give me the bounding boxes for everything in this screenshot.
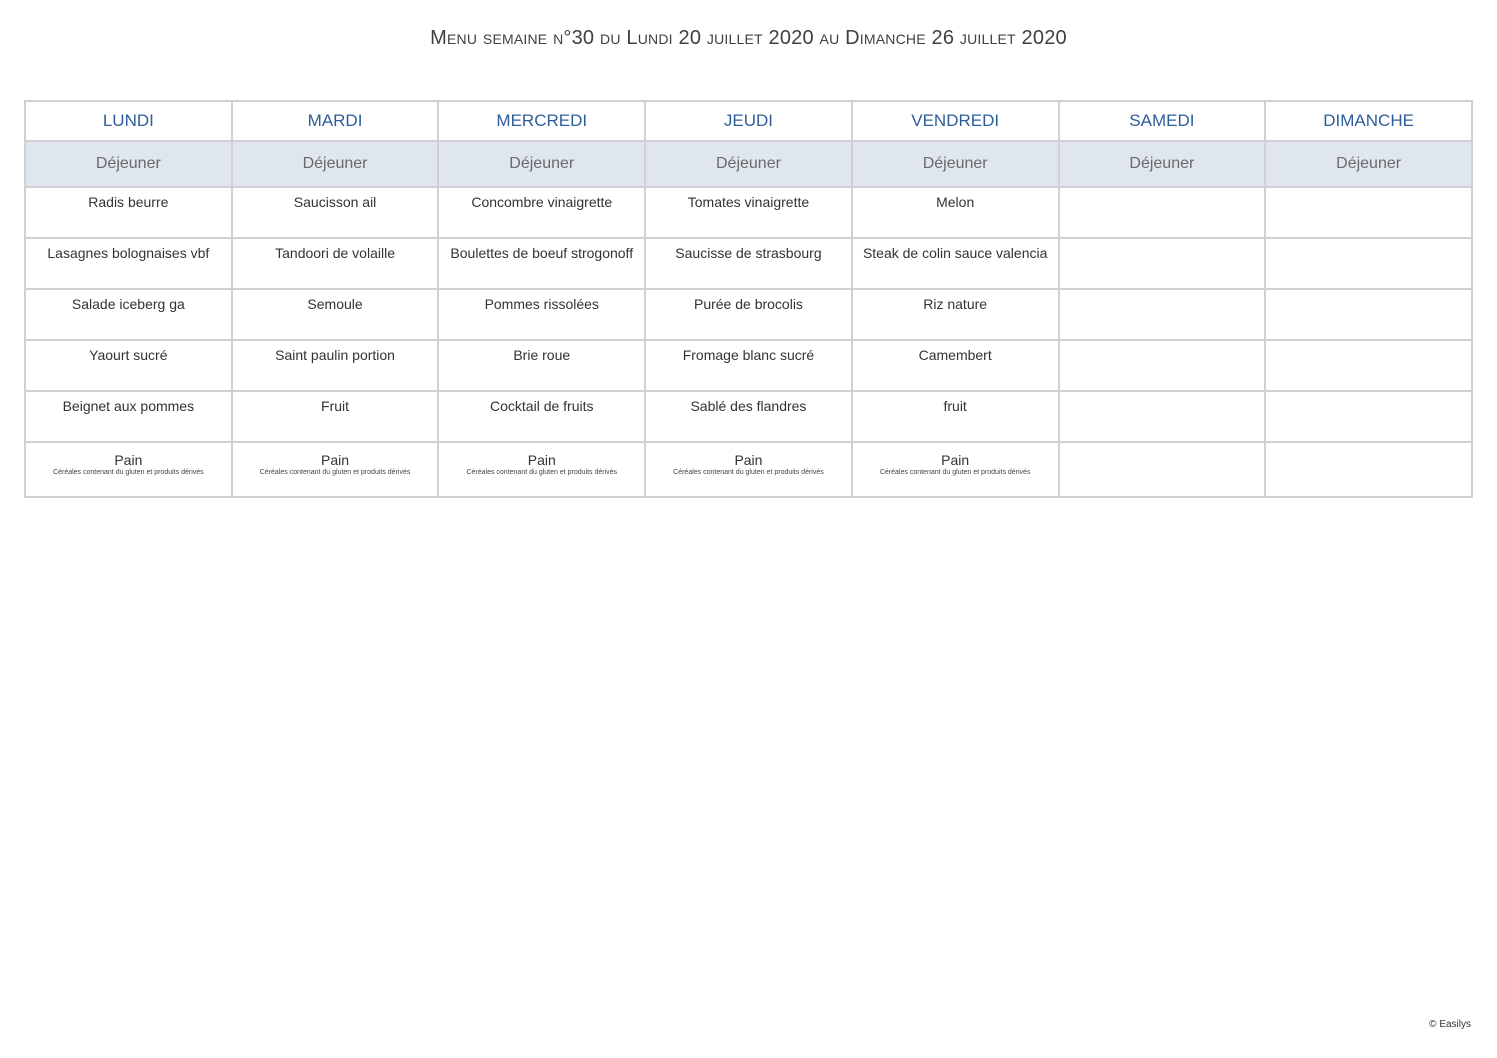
- meal-label-row: [25, 141, 1472, 187]
- dish-cell: Saucisson ail: [232, 187, 439, 238]
- bread-cell: [438, 442, 645, 497]
- meal-label: Déjeuner: [1265, 141, 1472, 187]
- meal-label: Déjeuner: [1059, 141, 1266, 187]
- meal-label: Déjeuner: [852, 141, 1059, 187]
- dish-cell: Cocktail de fruits: [438, 391, 645, 442]
- dish-cell: Fromage blanc sucré: [645, 340, 852, 391]
- dish-cell: Purée de brocolis: [645, 289, 852, 340]
- day-header-samedi: SAMEDI: [1059, 101, 1266, 141]
- dairy-row: [25, 340, 1472, 391]
- day-header-mercredi: MERCREDI: [438, 101, 645, 141]
- bread-row: [25, 442, 1472, 497]
- bread-cell: [25, 442, 232, 497]
- main-dish-row: [25, 238, 1472, 289]
- dish-cell: [1265, 391, 1472, 442]
- dish-cell: Sablé des flandres: [645, 391, 852, 442]
- day-header-dimanche: DIMANCHE: [1265, 101, 1472, 141]
- dessert-row: [25, 391, 1472, 442]
- dish-cell: Pommes rissolées: [438, 289, 645, 340]
- dish-cell: Tomates vinaigrette: [645, 187, 852, 238]
- allergen-note: Céréales contenant du gluten et produits dérivés: [259, 469, 411, 476]
- meal-label: Déjeuner: [25, 141, 232, 187]
- weekly-menu-table: [24, 100, 1473, 498]
- side-dish-row: [25, 289, 1472, 340]
- bread-cell-empty: [1059, 442, 1266, 497]
- dish-cell: [1059, 391, 1266, 442]
- allergen-note: Céréales contenant du gluten et produits dérivés: [673, 469, 824, 476]
- meal-label: Déjeuner: [438, 141, 645, 187]
- allergen-note: Céréales contenant du gluten et produits dérivés: [53, 469, 204, 476]
- dish-cell: [1059, 187, 1266, 238]
- bread-cell-empty: [1265, 442, 1472, 497]
- dish-cell: Salade iceberg ga: [25, 289, 232, 340]
- dish-cell: Concombre vinaigrette: [438, 187, 645, 238]
- dish-cell: Radis beurre: [25, 187, 232, 238]
- dish-cell: [1265, 238, 1472, 289]
- dish-cell: Melon: [852, 187, 1059, 238]
- day-header-mardi: MARDI: [232, 101, 439, 141]
- bread-label: Pain: [114, 452, 143, 468]
- dish-cell: fruit: [852, 391, 1059, 442]
- day-header-lundi: LUNDI: [25, 101, 232, 141]
- dish-cell: Tandoori de volaille: [232, 238, 439, 289]
- bread-label: Pain: [527, 452, 556, 468]
- starter-row: [25, 187, 1472, 238]
- bread-label: Pain: [321, 452, 350, 468]
- dish-cell: Semoule: [232, 289, 439, 340]
- page-title: Menu semaine n°30 du Lundi 20 juillet 2020 au Dimanche 26 juillet 2020: [430, 27, 1067, 49]
- dish-cell: Beignet aux pommes: [25, 391, 232, 442]
- copyright-notice: © Easilys: [1429, 1019, 1471, 1030]
- dish-cell: [1265, 289, 1472, 340]
- dish-cell: Saint paulin portion: [232, 340, 439, 391]
- dish-cell: Yaourt sucré: [25, 340, 232, 391]
- day-header-jeudi: JEUDI: [645, 101, 852, 141]
- meal-label: Déjeuner: [232, 141, 439, 187]
- dish-cell: [1059, 289, 1266, 340]
- dish-cell: Camembert: [852, 340, 1059, 391]
- dish-cell: Riz nature: [852, 289, 1059, 340]
- dish-cell: Saucisse de strasbourg: [645, 238, 852, 289]
- bread-label: Pain: [941, 452, 970, 468]
- day-header-row: [25, 101, 1472, 141]
- dish-cell: Fruit: [232, 391, 439, 442]
- bread-cell: [232, 442, 439, 497]
- dish-cell: [1059, 238, 1266, 289]
- allergen-note: Céréales contenant du gluten et produits dérivés: [879, 469, 1031, 476]
- dish-cell: [1265, 340, 1472, 391]
- bread-label: Pain: [734, 452, 763, 468]
- dish-cell: [1265, 187, 1472, 238]
- dish-cell: [1059, 340, 1266, 391]
- dish-cell: Brie roue: [438, 340, 645, 391]
- allergen-note: Céréales contenant du gluten et produits dérivés: [466, 469, 618, 476]
- bread-cell: [852, 442, 1059, 497]
- bread-cell: [645, 442, 852, 497]
- dish-cell: Steak de colin sauce valencia: [852, 238, 1059, 289]
- dish-cell: Boulettes de boeuf strogonoff: [438, 238, 645, 289]
- day-header-vendredi: VENDREDI: [852, 101, 1059, 141]
- meal-label: Déjeuner: [645, 141, 852, 187]
- dish-cell: Lasagnes bolognaises vbf: [25, 238, 232, 289]
